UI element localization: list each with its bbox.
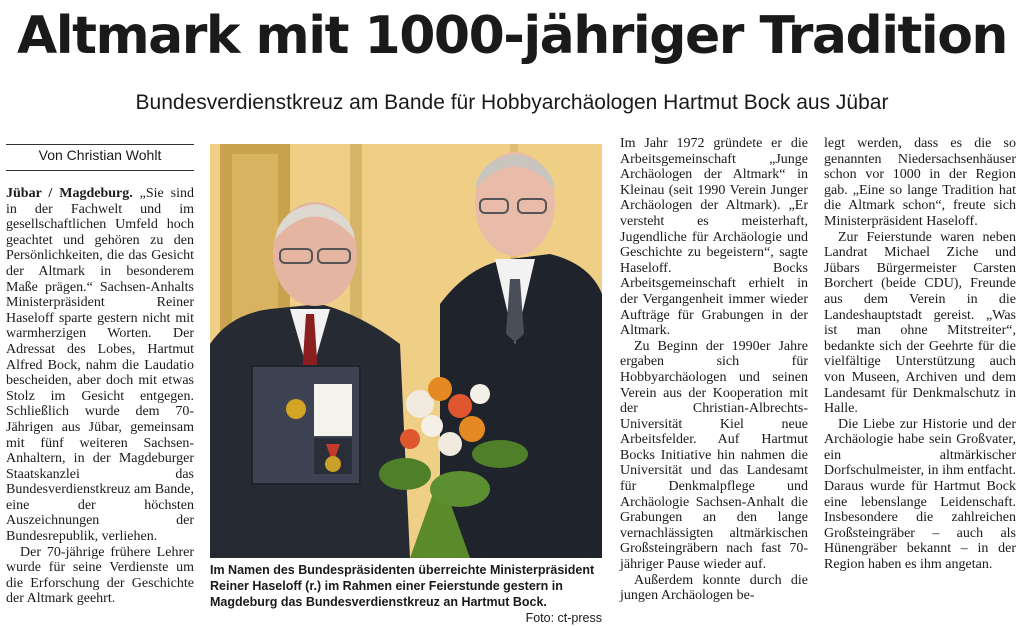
photo-credit: Foto: ct-press bbox=[525, 611, 602, 625]
article-paragraph: Außerdem konnte durch die jungen Archäologen be- bbox=[620, 572, 808, 604]
medal-cross bbox=[325, 456, 341, 472]
article-column-4 bbox=[824, 136, 1016, 573]
subheadline: Bundesverdienstkreuz am Bande für Hobbyarchäologen Hartmut Bock aus Jübar bbox=[135, 91, 889, 114]
article-paragraph: Der 70-jährige frühere Lehrer wurde für seine Verdienste um die Erforschung der Geschichte der Altmark geehrt. bbox=[6, 544, 194, 607]
paragraph-text: „Sie sind in der Fachwelt und im gesellschaftlichen Umfeld hoch geachtet und gehören zu den Persönlichkeiten, die das Gesicht der Altmark in besonderem Maße prägen.“ Sachsen-Anhalts Ministerpräsident Reiner Haseloff sparte gestern nicht mit warmherzigen Worten. Der Adressat des Lobes, Hartmut Alfred Bock, nahm die Laudatio bescheiden, aber doch mit etwas Stolz im Gesicht entgegen. Schließlich wurde dem 70-Jährigen aus Jübar, gemeinsam mit fünf weiteren Sachsen-Anhaltern, in der Magdeburger Staatskanzlei das Bundesverdienstkreuz am Bande, eine der höchsten Auszeichnungen der Bundesrepublik, verliehen. bbox=[6, 186, 194, 545]
article-column-3 bbox=[620, 136, 808, 604]
article-paragraph: Zur Feierstunde waren neben Landrat Michael Ziche und Jübars Bürgermeister Carsten Borchert (beide CDU), Freunde aus dem Verein in die Landeshauptstadt gereist. „Was ist man ohne Mitstreiter“, bedankte sich der Geehrte für die vielfältige Unterstützung auch von Museen, Archiven und dem Landesamt für Denkmalschutz in Halle. bbox=[824, 229, 1016, 417]
dateline: Jübar / Magdeburg. bbox=[6, 186, 133, 201]
article-paragraph: Zu Beginn der 1990er Jahre ergaben sich für Hobbyarchäologen und seinen Verein aus der Kooperation mit der Christian-Albrechts-Universität Kiel neue Arbeitsfelder. Auf Hartmut Bocks Initiative hin nahmen die Universität und das Landesamt für Denkmalpflege und Archäologie Sachsen-Anhalt die Grabungen an den lange vernachlässigten altmärkischen Großsteingräbern nach fast 70-jähriger Pause wieder auf. bbox=[620, 338, 808, 573]
photo-caption bbox=[210, 562, 602, 626]
article-paragraph: Im Jahr 1972 gründete er die Arbeitsgemeinschaft „Junge Archäologen der Altmark“ in Kleinau (seit 1990 Verein Junger Archäologen der Altmark). „Er versteht es meisterhaft, Jugendliche für Archäologie und Geschichte zu begeistern“, sagte Haseloff. Bocks Arbeitsgemeinschaft erhielt in der Vergangenheit immer wieder Aufträge für Grabungen in der Altmark. bbox=[620, 136, 808, 339]
article-paragraph: legt werden, dass es die so genannten Niedersachsenhäuser schon vor 1000 in der Region gab. „Eine so lange Tradition hat die Altmark schon“, freute sich Ministerpräsident Haseloff. bbox=[824, 136, 1016, 229]
article-paragraph bbox=[6, 186, 194, 545]
byline: Von Christian Wohlt bbox=[38, 147, 162, 163]
byline-rule-bottom bbox=[6, 170, 194, 171]
article-photo bbox=[210, 144, 602, 558]
headline: Altmark mit 1000-jähriger Tradition bbox=[17, 6, 1007, 66]
byline-rule-top bbox=[6, 144, 194, 145]
article-column-1 bbox=[6, 186, 194, 607]
photo-illustration bbox=[210, 144, 602, 558]
caption-text: Im Namen des Bundespräsidenten überreichte Ministerpräsident Reiner Haseloff (r.) im Rahmen einer Feierstunde gestern in Magdeburg das Bundesverdienstkreuz an Hartmut Bock. bbox=[210, 563, 595, 609]
article-paragraph: Die Liebe zur Historie und der Archäologie habe sein Großvater, ein altmärkischer Dorfschulmeister, in ihm entfacht. Daraus wurde für Hartmut Bock eine lebenslange Leidenschaft. Insbesondere die zahlreichen Großsteingräber – auch als Hünengräber bekannt – in der Region haben es ihm angetan. bbox=[824, 416, 1016, 573]
